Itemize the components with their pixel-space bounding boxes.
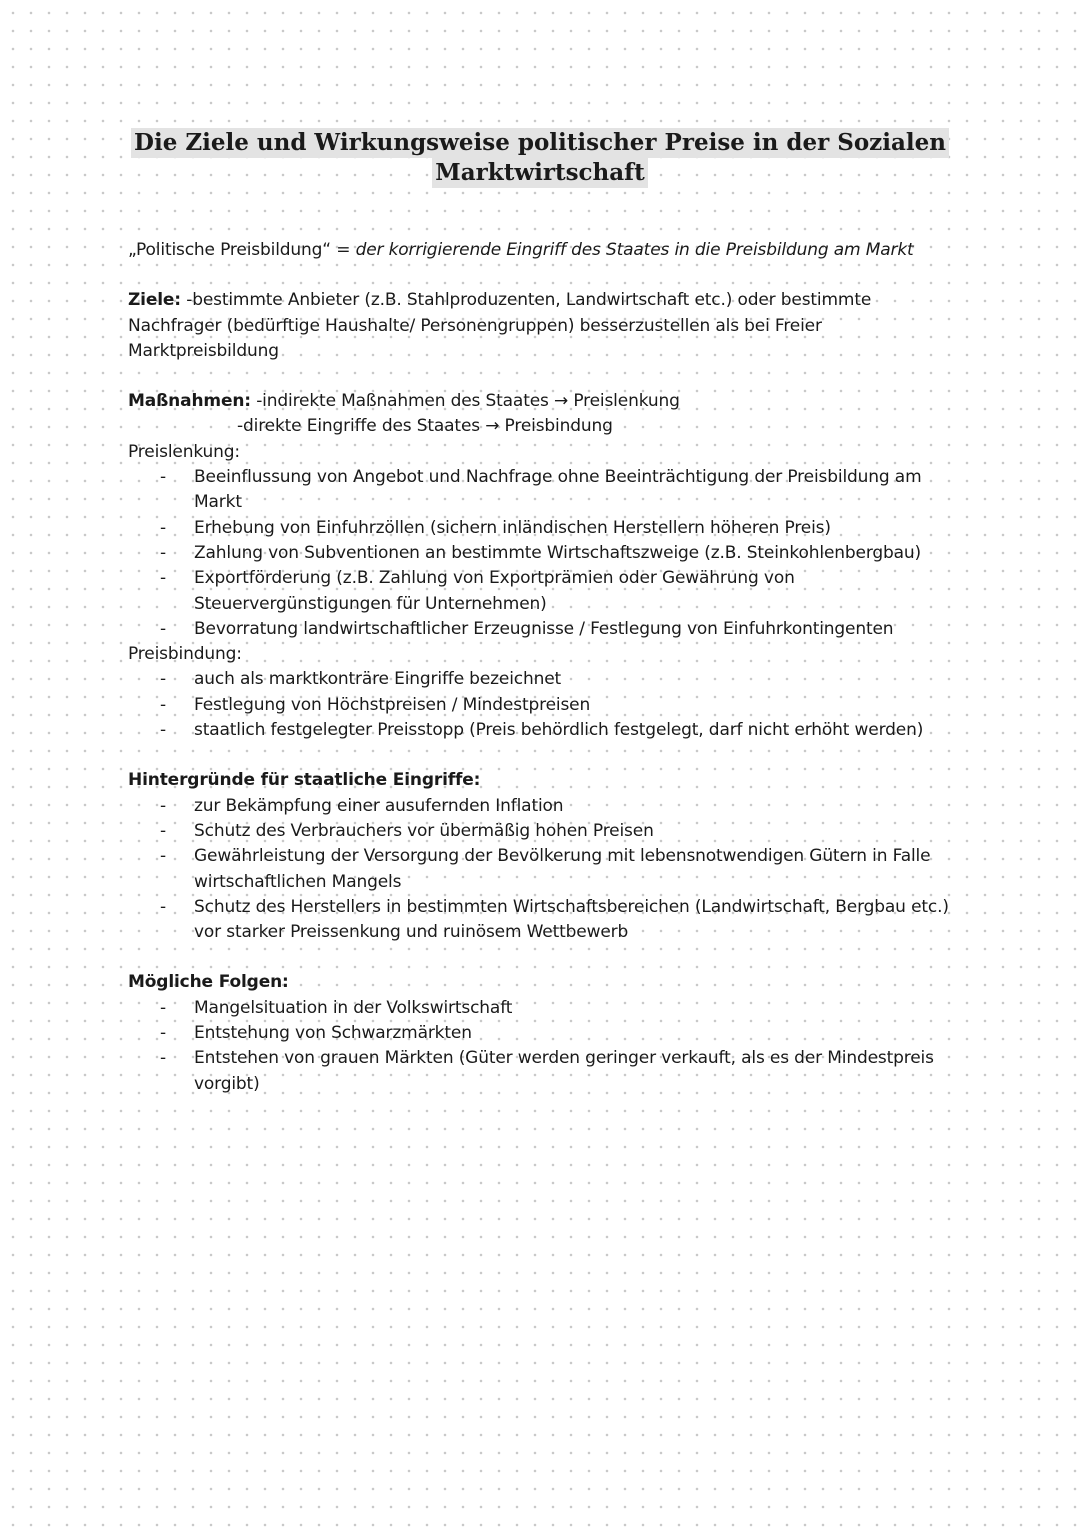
folgen-list	[128, 996, 958, 1097]
list-item: - Bevorratung landwirtschaftlicher Erzeugnisse / Festlegung von Einfuhrkontingenten	[128, 617, 958, 642]
title-line-1: Die Ziele und Wirkungsweise politischer Preise in der Sozialen	[131, 128, 949, 158]
list-item: - Mangelsituation in der Volkswirtschaft	[128, 996, 958, 1021]
preislenkung-heading: Preislenkung:	[128, 441, 241, 462]
list-item: - Beeinflussung von Angebot und Nachfrage ohne Beeinträchtigung der Preisbildung am Markt	[128, 465, 958, 516]
definition-paragraph	[128, 238, 958, 263]
hintergruende-list	[128, 794, 958, 946]
ziele-text: -bestimmte Anbieter (z.B. Stahlproduzenten, Landwirtschaft etc.) oder bestimmte Nachfrager (bedürftige Haushalte/ Personengruppen) besserzustellen als bei Freier Marktpreisbildung	[128, 290, 872, 361]
list-item: - Gewährleistung der Versorgung der Bevölkerung mit lebensnotwendigen Gütern in Falle wirtschaftlichen Mangels	[128, 844, 958, 895]
massnahmen-paragraph	[128, 389, 958, 414]
list-item: - Zahlung von Subventionen an bestimmte Wirtschaftszweige (z.B. Steinkohlenbergbau)	[128, 541, 958, 566]
document-body	[128, 238, 958, 1097]
massnahmen-line-2: -direkte Eingriffe des Staates → Preisbindung	[237, 416, 613, 437]
preisbindung-list	[128, 667, 958, 743]
ziele-paragraph	[128, 288, 958, 364]
list-item: - auch als marktkonträre Eingriffe bezeichnet	[128, 667, 958, 692]
list-item: - Erhebung von Einfuhrzöllen (sichern inländischen Herstellern höheren Preis)	[128, 516, 958, 541]
massnahmen-label: Maßnahmen:	[128, 391, 251, 412]
list-item: - staatlich festgelegter Preisstopp (Preis behördlich festgelegt, darf nicht erhöht werden)	[128, 718, 958, 743]
list-item: - Festlegung von Höchstpreisen / Mindestpreisen	[128, 693, 958, 718]
preislenkung-list	[128, 465, 958, 642]
list-item: - Schutz des Herstellers in bestimmten Wirtschaftsbereichen (Landwirtschaft, Bergbau etc.) vor starker Preissenkung und ruinösem Wettbewerb	[128, 895, 958, 946]
list-item: - zur Bekämpfung einer ausufernden Inflation	[128, 794, 958, 819]
title-line-2: Marktwirtschaft	[432, 158, 647, 188]
list-item: - Exportförderung (z.B. Zahlung von Exportprämien oder Gewährung von Steuervergünstigungen für Unternehmen)	[128, 566, 958, 617]
preisbindung-heading: Preisbindung:	[128, 644, 242, 665]
list-item: - Schutz des Verbrauchers vor übermäßig hohen Preisen	[128, 819, 958, 844]
list-item: - Entstehung von Schwarzmärkten	[128, 1021, 958, 1046]
page-title	[0, 128, 1080, 188]
definition-term: „Politische Preisbildung“	[128, 240, 331, 260]
hintergruende-heading: Hintergründe für staatliche Eingriffe:	[128, 770, 481, 791]
definition-text: = der korrigierende Eingriff des Staates in die Preisbildung am Markt	[330, 240, 914, 260]
ziele-label: Ziele:	[128, 290, 181, 311]
folgen-heading: Mögliche Folgen:	[128, 972, 289, 993]
massnahmen-line-1: -indirekte Maßnahmen des Staates → Preislenkung	[250, 391, 680, 412]
list-item: - Entstehen von grauen Märkten (Güter werden geringer verkauft, als es der Mindestpreis vorgibt)	[128, 1046, 958, 1097]
